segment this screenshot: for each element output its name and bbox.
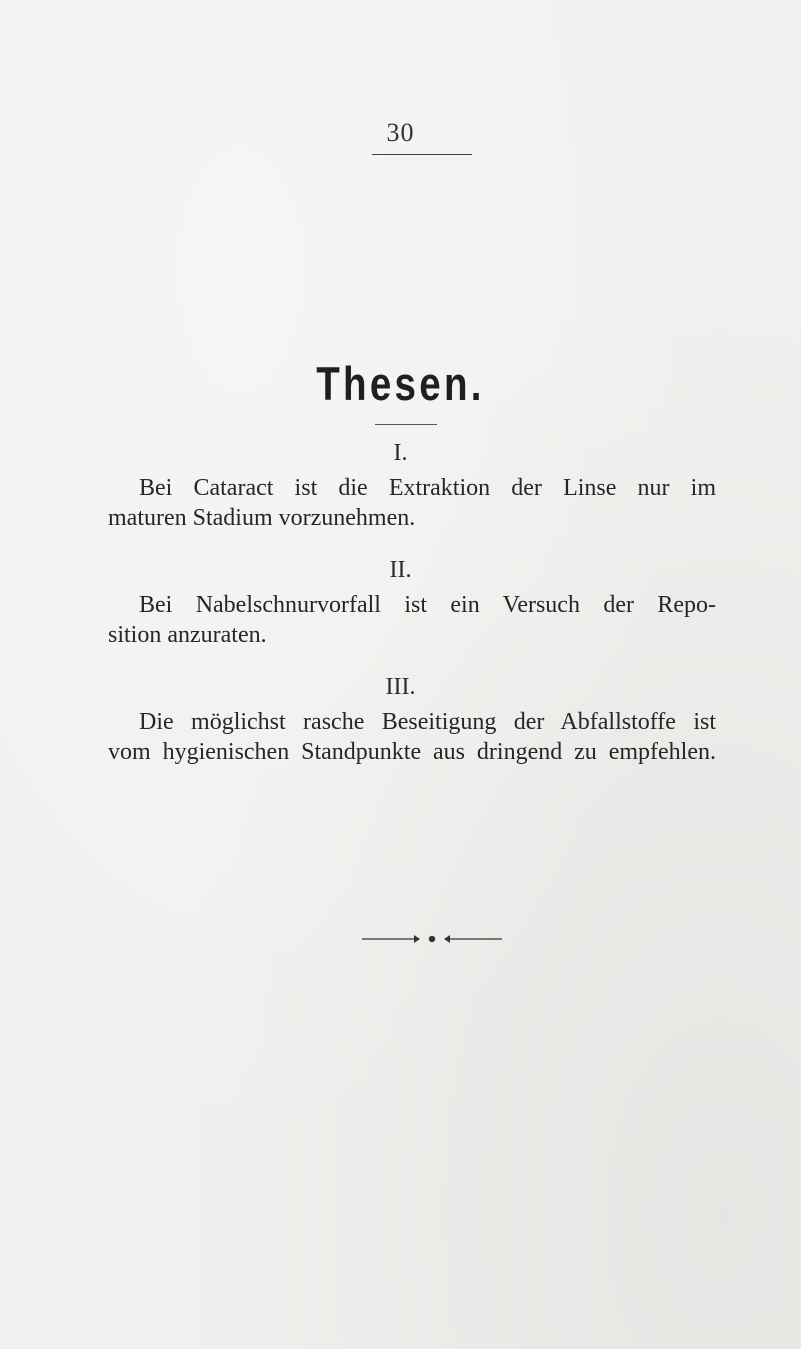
thesis-3-line-1: Die möglichst rasche Beseitigung der Abfallstoffe ist xyxy=(139,709,716,735)
thesis-3-line-2: vom hygienischen Standpunkte aus dringend zu empfehlen. xyxy=(108,739,716,765)
page-number-rule xyxy=(372,154,472,155)
title-rule xyxy=(375,424,437,425)
thesis-1-line-1: Bei Cataract ist die Extraktion der Linse nur im xyxy=(139,475,716,501)
page-number: 30 xyxy=(386,118,415,147)
thesis-2-line-2: sition anzuraten. xyxy=(108,622,267,648)
thesis-2-line-1: Bei Nabelschnurvorfall ist ein Versuch der Repo- xyxy=(139,592,716,618)
thesis-3-numeral: III. xyxy=(385,674,416,700)
thesis-1-numeral: I. xyxy=(393,440,408,466)
page-title: Thesen. xyxy=(316,357,485,410)
thesis-1-line-2: maturen Stadium vorzunehmen. xyxy=(108,505,416,531)
thesis-2-numeral: II. xyxy=(389,557,412,583)
decorative-rule-ornament-icon xyxy=(362,932,502,946)
